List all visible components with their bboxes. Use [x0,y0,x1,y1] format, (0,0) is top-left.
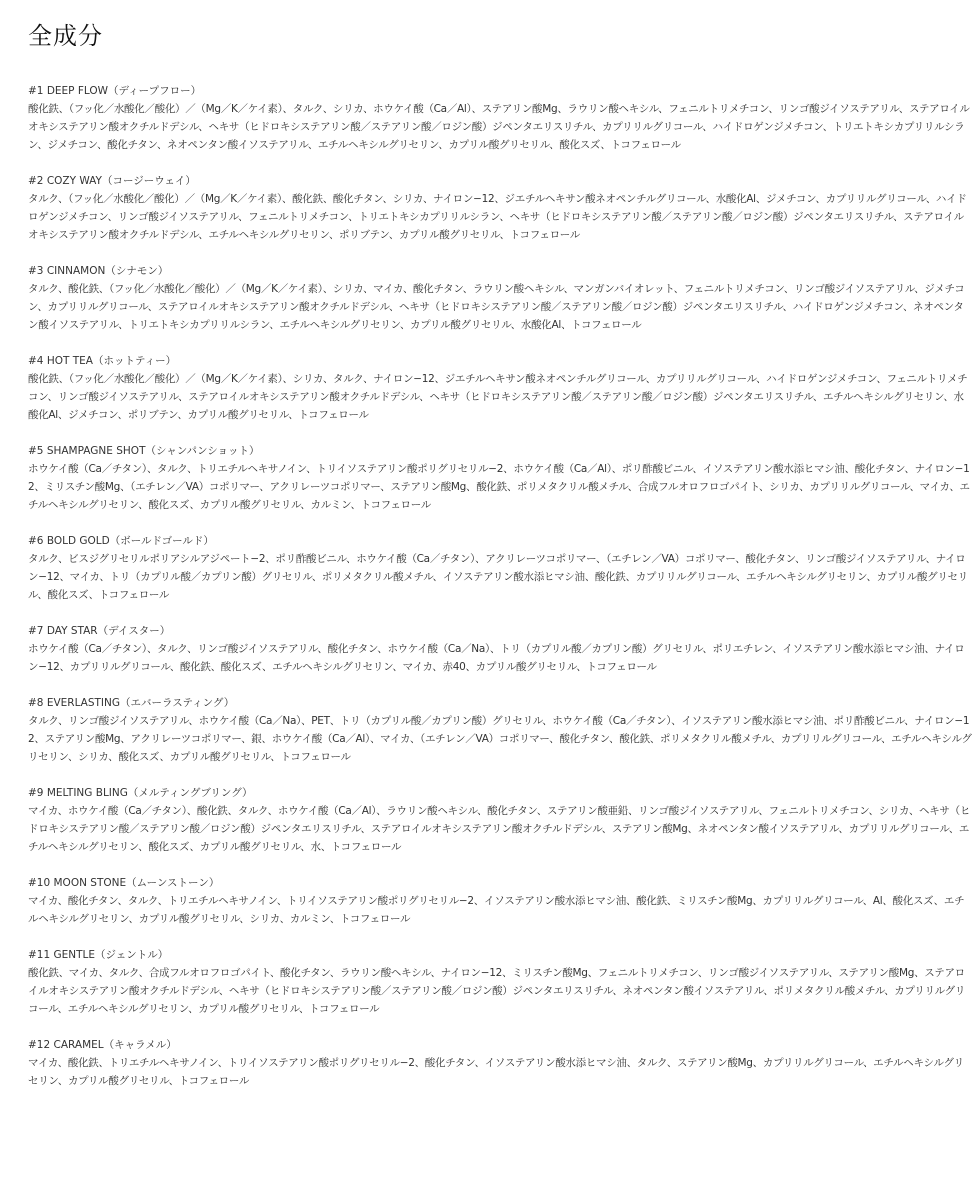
ingredient-entry [28,352,972,424]
ingredient-text: 酸化鉄、（フッ化／水酸化／酸化）／（Mg／K／ケイ素）、シリカ、タルク、ナイロン−12、ジエチルヘキサン酸ネオペンチルグリコール、カプリリルグリコール、ハイドロゲンジメチコン、フェニルトリメチコン、リンゴ酸ジイソステアリル、ステアロイルオキシステアリン酸オクチルドデシル、ヘキサ（ヒドロキシステアリン酸／ステアリン酸／ロジン酸）ジペンタエリスリチル、エチルヘキシルグリセリン、水酸化Al、ジメチコン、ポリブテン、カプリル酸グリセリル、トコフェロール [28,373,968,421]
ingredient-entry [28,442,972,514]
shade-name: #2 COZY WAY（コージーウェイ） [28,175,196,187]
shade-name: #10 MOON STONE（ムーンストーン） [28,877,220,889]
ingredient-text: タルク、リンゴ酸ジイソステアリル、ホウケイ酸（Ca／Na）、PET、トリ（カプリル酸／カプリン酸）グリセリル、ホウケイ酸（Ca／チタン）、イソステアリン酸水添ヒマシ油、ポリ酢酸ビニル、ナイロン−12、ステアリン酸Mg、アクリレーツコポリマー、銀、ホウケイ酸（Ca／Al）、マイカ、（エチレン／VA）コポリマー、酸化チタン、酸化鉄、ポリメタクリル酸メチル、カプリリルグリコール、エチルヘキシルグリセリン、シリカ、酸化スズ、カプリル酸グリセリル、トコフェロール [28,715,972,763]
ingredient-list [28,82,972,1090]
shade-name: #3 CINNAMON（シナモン） [28,265,169,277]
ingredient-entry [28,946,972,1018]
ingredient-text: ホウケイ酸（Ca／チタン）、タルク、トリエチルヘキサノイン、トリイソステアリン酸ポリグリセリル−2、ホウケイ酸（Ca／Al）、ポリ酢酸ビニル、イソステアリン酸水添ヒマシ油、酸化チタン、ナイロン−12、ミリスチン酸Mg、（エチレン／VA）コポリマー、アクリレーツコポリマー、ステアリン酸Mg、酸化鉄、ポリメタクリル酸メチル、合成フルオロフロゴパイト、シリカ、カプリリルグリコール、マイカ、エチルヘキシルグリセリン、酸化スズ、カプリル酸グリセリル、カルミン、トコフェロール [28,463,970,511]
ingredient-text: 酸化鉄、マイカ、タルク、合成フルオロフロゴパイト、酸化チタン、ラウリン酸ヘキシル、ナイロン−12、ミリスチン酸Mg、フェニルトリメチコン、リンゴ酸ジイソステアリル、ステアリン酸Mg、ステアロイルオキシステアリン酸オクチルドデシル、ヘキサ（ヒドロキシステアリン酸／ステアリン酸／ロジン酸）ジペンタエリスリチル、ネオペンタン酸イソステアリル、ポリメタクリル酸メチル、カプリリルグリコール、エチルヘキシルグリセリン、カプリル酸グリセリル、トコフェロール [28,967,966,1015]
shade-name: #11 GENTLE（ジェントル） [28,949,169,961]
ingredient-text: タルク、ビスジグリセリルポリアシルアジペート−2、ポリ酢酸ビニル、ホウケイ酸（Ca／チタン）、アクリレーツコポリマー、（エチレン／VA）コポリマー、酸化チタン、リンゴ酸ジイソステアリル、ナイロン−12、マイカ、トリ（カプリル酸／カプリン酸）グリセリル、ポリメタクリル酸メチル、イソステアリン酸水添ヒマシ油、酸化鉄、カプリリルグリコール、エチルヘキシルグリセリン、カプリル酸グリセリル、酸化スズ、トコフェロール [28,553,968,601]
ingredient-text: タルク、（フッ化／水酸化／酸化）／（Mg／K／ケイ素）、酸化鉄、酸化チタン、シリカ、ナイロン−12、ジエチルヘキサン酸ネオペンチルグリコール、水酸化Al、ジメチコン、カプリリルグリコール、ハイドロゲンジメチコン、リンゴ酸ジイソステアリル、フェニルトリメチコン、トリエトキシカプリリルシラン、ヘキサ（ヒドロキシステアリン酸／ステアリン酸／ロジン酸）ジペンタエリスリチル、ステアロイルオキシステアリン酸オクチルドデシル、エチルヘキシルグリセリン、ポリブテン、カプリル酸グリセリル、トコフェロール [28,193,967,241]
shade-name: #4 HOT TEA（ホットティー） [28,355,177,367]
ingredient-text: 酸化鉄、（フッ化／水酸化／酸化）／（Mg／K／ケイ素）、タルク、シリカ、ホウケイ酸（Ca／Al）、ステアリン酸Mg、ラウリン酸ヘキシル、フェニルトリメチコン、リンゴ酸ジイソステアリル、ステアロイルオキシステアリン酸オクチルドデシル、ヘキサ（ヒドロキシステアリン酸／ステアリン酸／ロジン酸）ジペンタエリスリチル、カプリリルグリコール、ハイドロゲンジメチコン、トリエトキシカプリリルシラン、ジメチコン、酸化チタン、ネオペンタン酸イソステアリル、エチルヘキシルグリセリン、カプリル酸グリセリル、酸化スズ、トコフェロール [28,103,970,151]
ingredient-text: ホウケイ酸（Ca／チタン）、タルク、リンゴ酸ジイソステアリル、酸化チタン、ホウケイ酸（Ca／Na）、トリ（カプリル酸／カプリン酸）グリセリル、ポリエチレン、イソステアリン酸水添ヒマシ油、ナイロン−12、カプリリルグリコール、酸化鉄、酸化スズ、エチルヘキシルグリセリン、マイカ、赤40、カプリル酸グリセリル、トコフェロール [28,643,965,673]
shade-name: #1 DEEP FLOW（ディープフロー） [28,85,202,97]
ingredient-entry [28,784,972,856]
ingredient-text: マイカ、ホウケイ酸（Ca／チタン）、酸化鉄、タルク、ホウケイ酸（Ca／Al）、ラウリン酸ヘキシル、酸化チタン、ステアリン酸亜鉛、リンゴ酸ジイソステアリル、フェニルトリメチコン、シリカ、ヘキサ（ヒドロキシステアリン酸／ステアリン酸／ロジン酸）ジペンタエリスリチル、ステアロイルオキシステアリン酸オクチルドデシル、ステアリン酸Mg、ネオペンタン酸イソステアリル、カプリリルグリコール、エチルヘキシルグリセリン、酸化スズ、カプリル酸グリセリル、水、トコフェロール [28,805,971,853]
ingredient-entry [28,532,972,604]
shade-name: #6 BOLD GOLD（ボールドゴールド） [28,535,214,547]
shade-name: #5 SHAMPAGNE SHOT（シャンパンショット） [28,445,260,457]
shade-name: #8 EVERLASTING（エバーラスティング） [28,697,235,709]
shade-name: #9 MELTING BLING（メルティングブリング） [28,787,253,799]
shade-name: #12 CARAMEL（キャラメル） [28,1039,177,1051]
ingredient-entry [28,82,972,154]
ingredient-text: マイカ、酸化鉄、トリエチルヘキサノイン、トリイソステアリン酸ポリグリセリル−2、酸化チタン、イソステアリン酸水添ヒマシ油、タルク、ステアリン酸Mg、カプリリルグリコール、エチルヘキシルグリセリン、カプリル酸グリセリル、トコフェロール [28,1057,964,1087]
ingredients-page [28,18,972,1108]
ingredient-entry [28,1036,972,1090]
ingredient-entry [28,262,972,334]
ingredient-text: マイカ、酸化チタン、タルク、トリエチルヘキサノイン、トリイソステアリン酸ポリグリセリル−2、イソステアリン酸水添ヒマシ油、酸化鉄、ミリスチン酸Mg、カプリリルグリコール、Al、酸化スズ、エチルヘキシルグリセリン、カプリル酸グリセリル、シリカ、カルミン、トコフェロール [28,895,965,925]
ingredient-entry [28,172,972,244]
ingredient-entry [28,694,972,766]
shade-name: #7 DAY STAR（デイスター） [28,625,171,637]
ingredient-entry [28,622,972,676]
ingredient-entry [28,874,972,928]
page-title: 全成分 [28,22,103,50]
ingredient-text: タルク、酸化鉄、（フッ化／水酸化／酸化）／（Mg／K／ケイ素）、シリカ、マイカ、酸化チタン、ラウリン酸ヘキシル、マンガンバイオレット、フェニルトリメチコン、リンゴ酸ジイソステアリル、ジメチコン、カプリリルグリコール、ステアロイルオキシステアリン酸オクチルドデシル、ヘキサ（ヒドロキシステアリン酸／ステアリン酸／ロジン酸）ジペンタエリスリチル、ハイドロゲンジメチコン、ネオペンタン酸イソステアリル、トリエトキシカプリリルシラン、エチルヘキシルグリセリン、カプリル酸グリセリル、水酸化Al、トコフェロール [28,283,965,331]
